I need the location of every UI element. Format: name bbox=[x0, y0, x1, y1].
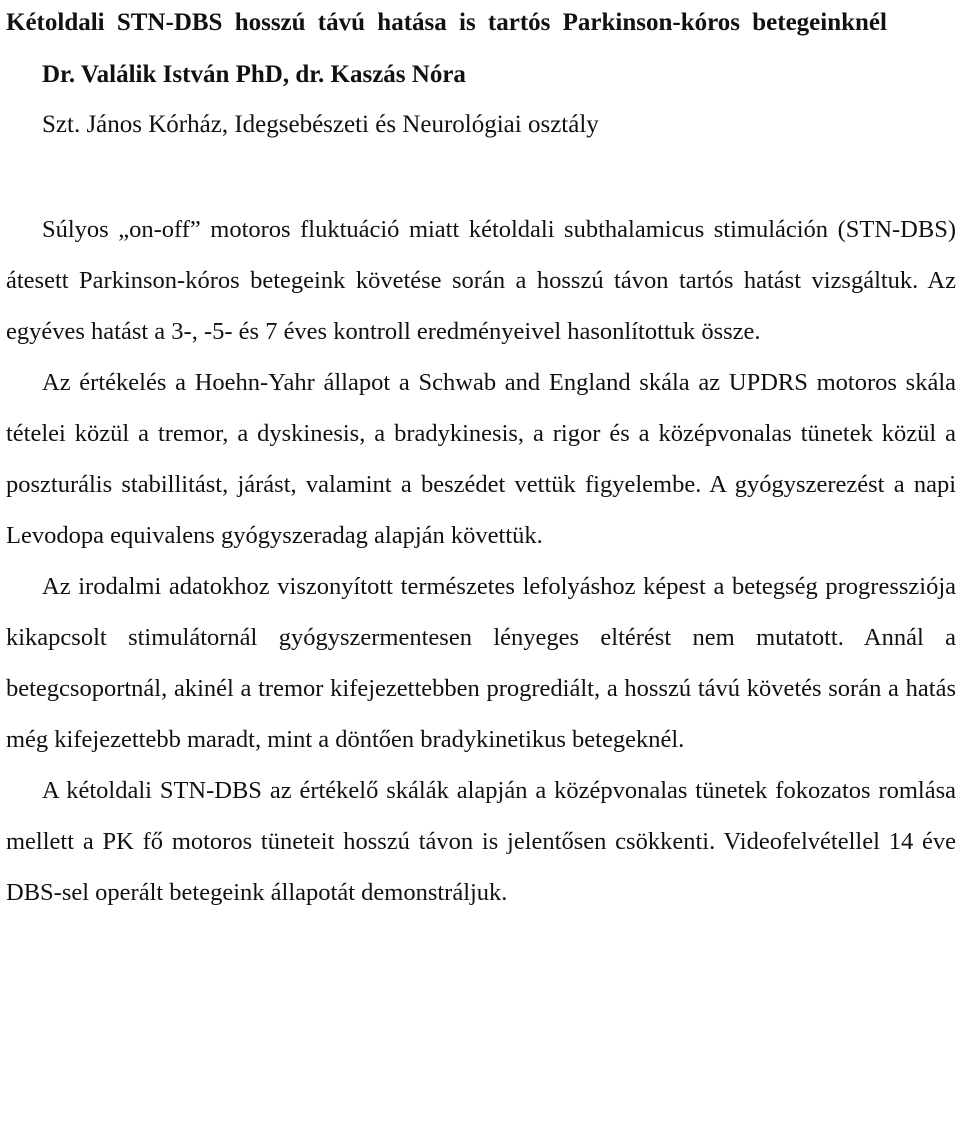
abstract-paragraph-1: Súlyos „on-off” motoros fluktuáció miatt kétoldali subthalamicus stimuláción (STN-DBS) átesett Parkinson-kóros betegeink követése során a hosszú távon tartós hatást vizsgáltuk. Az egyéves hatást a 3-, -5- és 7 éves kontroll eredményeivel hasonlítottuk össze. bbox=[6, 216, 956, 345]
document-title: Kétoldali STN-DBS hosszú távú hatása is tartós Parkinson-kóros betegeinknél bbox=[6, 9, 887, 36]
abstract-paragraph-2: Az értékelés a Hoehn-Yahr állapot a Schwab and England skála az UPDRS motoros skála tételei közül a tremor, a dyskinesis, a bradykinesis, a rigor és a középvonalas tünetek közül a poszturális stabillitást, járást, valamint a beszédet vettük figyelembe. A gyógyszerezést a napi Levodopa equivalens gyógyszeradag alapján követtük. bbox=[6, 369, 956, 549]
document-page bbox=[6, 0, 956, 918]
document-affiliation: Szt. János Kórház, Idegsebészeti és Neurológiai osztály bbox=[42, 111, 599, 138]
abstract-paragraph-4: A kétoldali STN-DBS az értékelő skálák alapján a középvonalas tünetek fokozatos romlása mellett a PK fő motoros tüneteit hosszú távon is jelentősen csökkenti. Videofelvétellel 14 éve DBS-sel operált betegeink állapotát demonstráljuk. bbox=[6, 777, 956, 906]
document-authors: Dr. Valálik István PhD, dr. Kaszás Nóra bbox=[42, 61, 466, 88]
abstract-paragraph-3: Az irodalmi adatokhoz viszonyított természetes lefolyáshoz képest a betegség progressziója kikapcsolt stimulátornál gyógyszermentesen lényeges eltérést nem mutatott. Annál a betegcsoportnál, akinél a tremor kifejezettebben progrediált, a hosszú távú követés során a hatás még kifejezettebb maradt, mint a döntően bradykinetikus betegeknél. bbox=[6, 573, 956, 753]
